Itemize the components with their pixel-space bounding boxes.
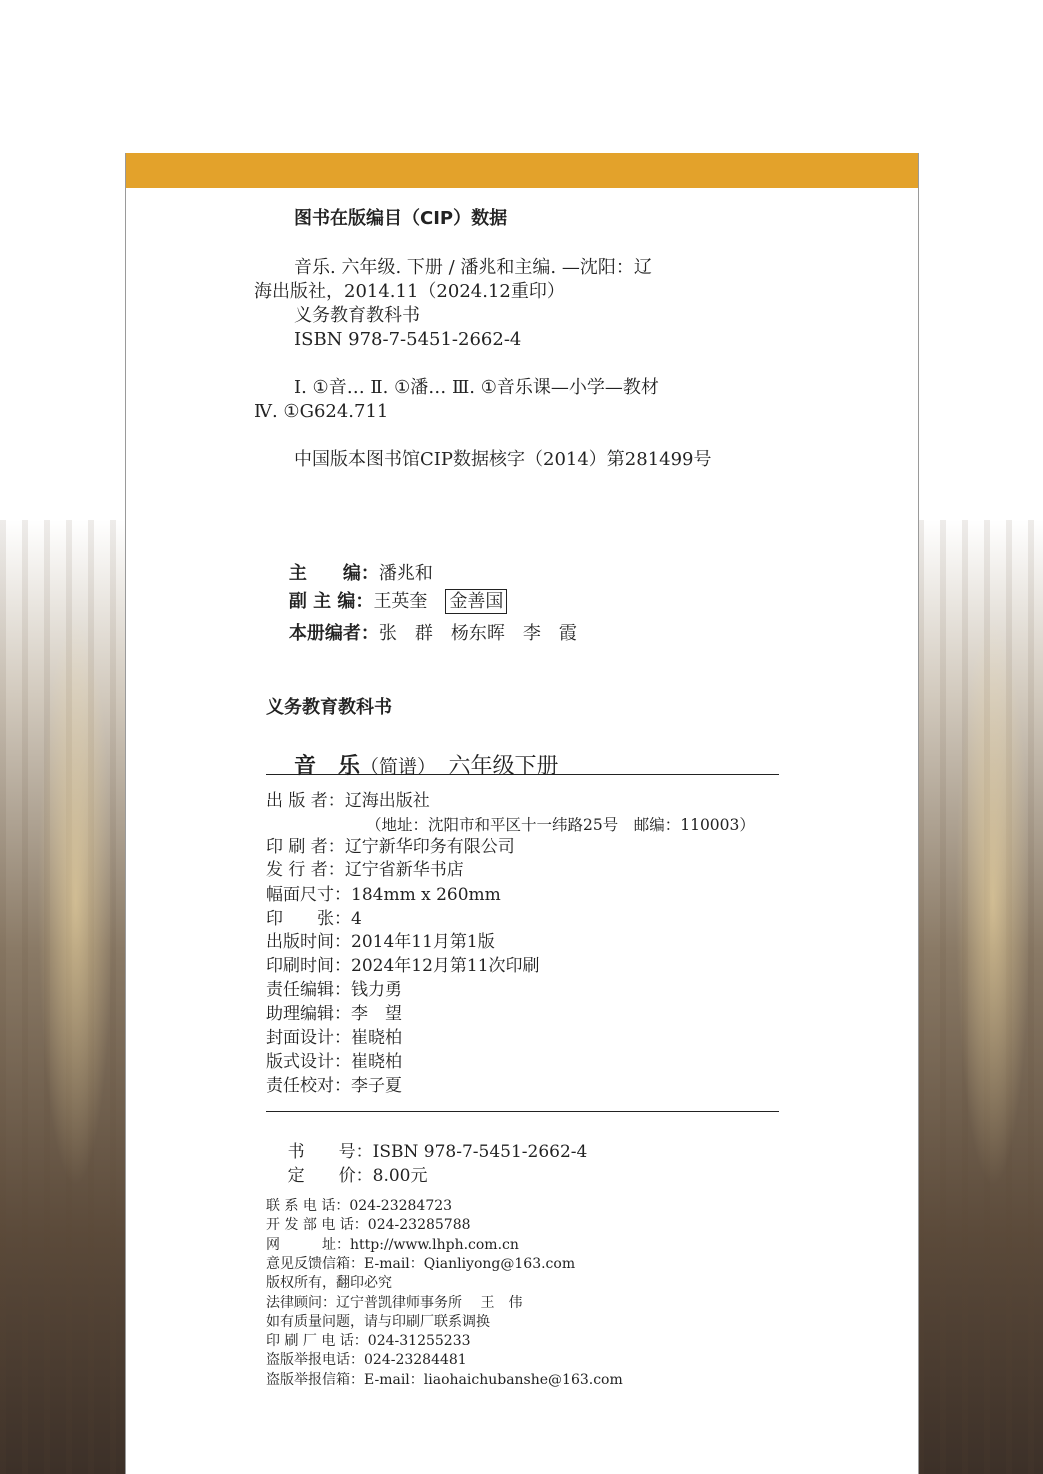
contact-line: 开 发 部 电 话：024-23285788 xyxy=(266,1217,471,1234)
detail-row xyxy=(266,1030,402,1047)
detail-row xyxy=(266,1078,402,1095)
detail-row xyxy=(266,1006,402,1023)
detail-label: 印刷时间： xyxy=(266,956,351,976)
detail-row xyxy=(266,934,495,951)
price-label: 定 价： xyxy=(287,1166,373,1186)
detail-label: 印 张： xyxy=(266,909,351,929)
cip-line-7: 中国版本图书馆CIP数据核字（2014）第281499号 xyxy=(294,449,712,470)
contact-line: 联 系 电 话：024-23284723 xyxy=(266,1198,453,1214)
series-title: 义务教育教科书 xyxy=(266,697,392,718)
detail-value: 崔晓柏 xyxy=(351,1052,402,1072)
detail-value: 辽海出版社 xyxy=(344,791,430,811)
contact-line: 印 刷 厂 电 话：024-31255233 xyxy=(266,1333,471,1350)
detail-label: 封面设计： xyxy=(266,1028,351,1048)
divider-bottom xyxy=(266,1111,779,1112)
copyright-page xyxy=(125,153,919,1474)
price-value: 8.00元 xyxy=(372,1166,428,1186)
detail-value: 184mm x 260mm xyxy=(351,885,501,905)
cip-line-5: Ⅰ. ①音… Ⅱ. ①潘… Ⅲ. ①音乐课—小学—教材 xyxy=(294,377,659,398)
detail-label: 幅面尺寸： xyxy=(266,885,351,905)
detail-label: 助理编辑： xyxy=(266,1004,351,1024)
cip-heading: 图书在版编目（CIP）数据 xyxy=(294,208,508,229)
detail-row xyxy=(266,793,430,810)
detail-row xyxy=(266,1054,402,1071)
detail-label: 发 行 者： xyxy=(266,860,345,880)
detail-value: 2024年12月第11次印刷 xyxy=(351,956,540,976)
detail-row xyxy=(266,958,540,975)
book-title-paren: （简谱） xyxy=(360,756,427,778)
background-photo-left xyxy=(0,520,126,1474)
chief-editor-label: 主 编： xyxy=(288,563,379,584)
contact-line: 法律顾问：辽宁普凯律师事务所 王 伟 xyxy=(266,1294,523,1311)
book-title-main: 音 乐 xyxy=(293,754,360,779)
book-editors-label: 本册编者： xyxy=(288,623,379,644)
isbn-label: 书 号： xyxy=(287,1142,373,1162)
chief-editor-value: 潘兆和 xyxy=(378,563,433,584)
divider-top xyxy=(266,774,779,775)
contact-line: 版权所有，翻印必究 xyxy=(266,1275,392,1292)
detail-row xyxy=(266,839,515,856)
detail-label: 版式设计： xyxy=(266,1052,351,1072)
detail-label: 出版时间： xyxy=(266,932,351,952)
book-title-grade: 六年级下册 xyxy=(448,754,559,779)
book-editors-value: 张 群 杨东晖 李 霞 xyxy=(378,623,577,644)
cip-line-1: 音乐. 六年级. 下册 / 潘兆和主编. —沈阳：辽 xyxy=(294,257,652,278)
detail-label: 责任编辑： xyxy=(266,980,351,1000)
cip-line-4: ISBN 978-7-5451-2662-4 xyxy=(294,329,522,350)
detail-value: 辽宁省新华书店 xyxy=(344,860,464,880)
cip-line-3: 义务教育教科书 xyxy=(294,305,420,326)
contact-line: 意见反馈信箱：E-mail：Qianliyong@163.com xyxy=(266,1255,576,1272)
cip-line-6: Ⅳ. ①G624.711 xyxy=(254,401,389,422)
book-editors-row xyxy=(266,607,577,661)
detail-value: 李子夏 xyxy=(351,1076,402,1096)
detail-value: 辽宁新华印务有限公司 xyxy=(344,837,515,857)
detail-row xyxy=(266,887,501,904)
contact-line: 网 址：http://www.lhph.com.cn xyxy=(266,1236,519,1253)
detail-value: 崔晓柏 xyxy=(351,1028,402,1048)
deputy-editor-boxed-name: 金善国 xyxy=(445,589,507,614)
detail-label: 印 刷 者： xyxy=(266,837,345,857)
contact-line: 盗版举报电话：024-23284481 xyxy=(266,1352,467,1369)
deputy-editor-value: 王英奎 xyxy=(373,591,428,612)
detail-row xyxy=(266,911,362,928)
cip-line-2: 海出版社，2014.11（2024.12重印） xyxy=(254,281,565,302)
isbn-value: ISBN 978-7-5451-2662-4 xyxy=(372,1142,588,1162)
detail-row xyxy=(266,817,755,834)
detail-value: 李 望 xyxy=(351,1004,402,1024)
background-photo-right xyxy=(918,520,1043,1474)
detail-value: （地址：沈阳市和平区十一纬路25号 邮编：110003） xyxy=(366,816,755,834)
detail-value: 2014年11月第1版 xyxy=(351,932,495,952)
detail-value: 钱力勇 xyxy=(351,980,402,1000)
detail-row xyxy=(266,862,464,879)
detail-row xyxy=(266,982,402,999)
deputy-editor-label: 副 主 编： xyxy=(288,591,374,612)
contact-line: 盗版举报信箱：E-mail：liaohaichubanshe@163.com xyxy=(266,1371,623,1388)
contact-line: 如有质量问题，请与印刷厂联系调换 xyxy=(266,1313,490,1330)
header-band xyxy=(126,153,918,188)
price-row xyxy=(266,1151,427,1202)
detail-label: 出 版 者： xyxy=(266,791,345,811)
detail-value: 4 xyxy=(351,909,362,929)
detail-label: 责任校对： xyxy=(266,1076,351,1096)
